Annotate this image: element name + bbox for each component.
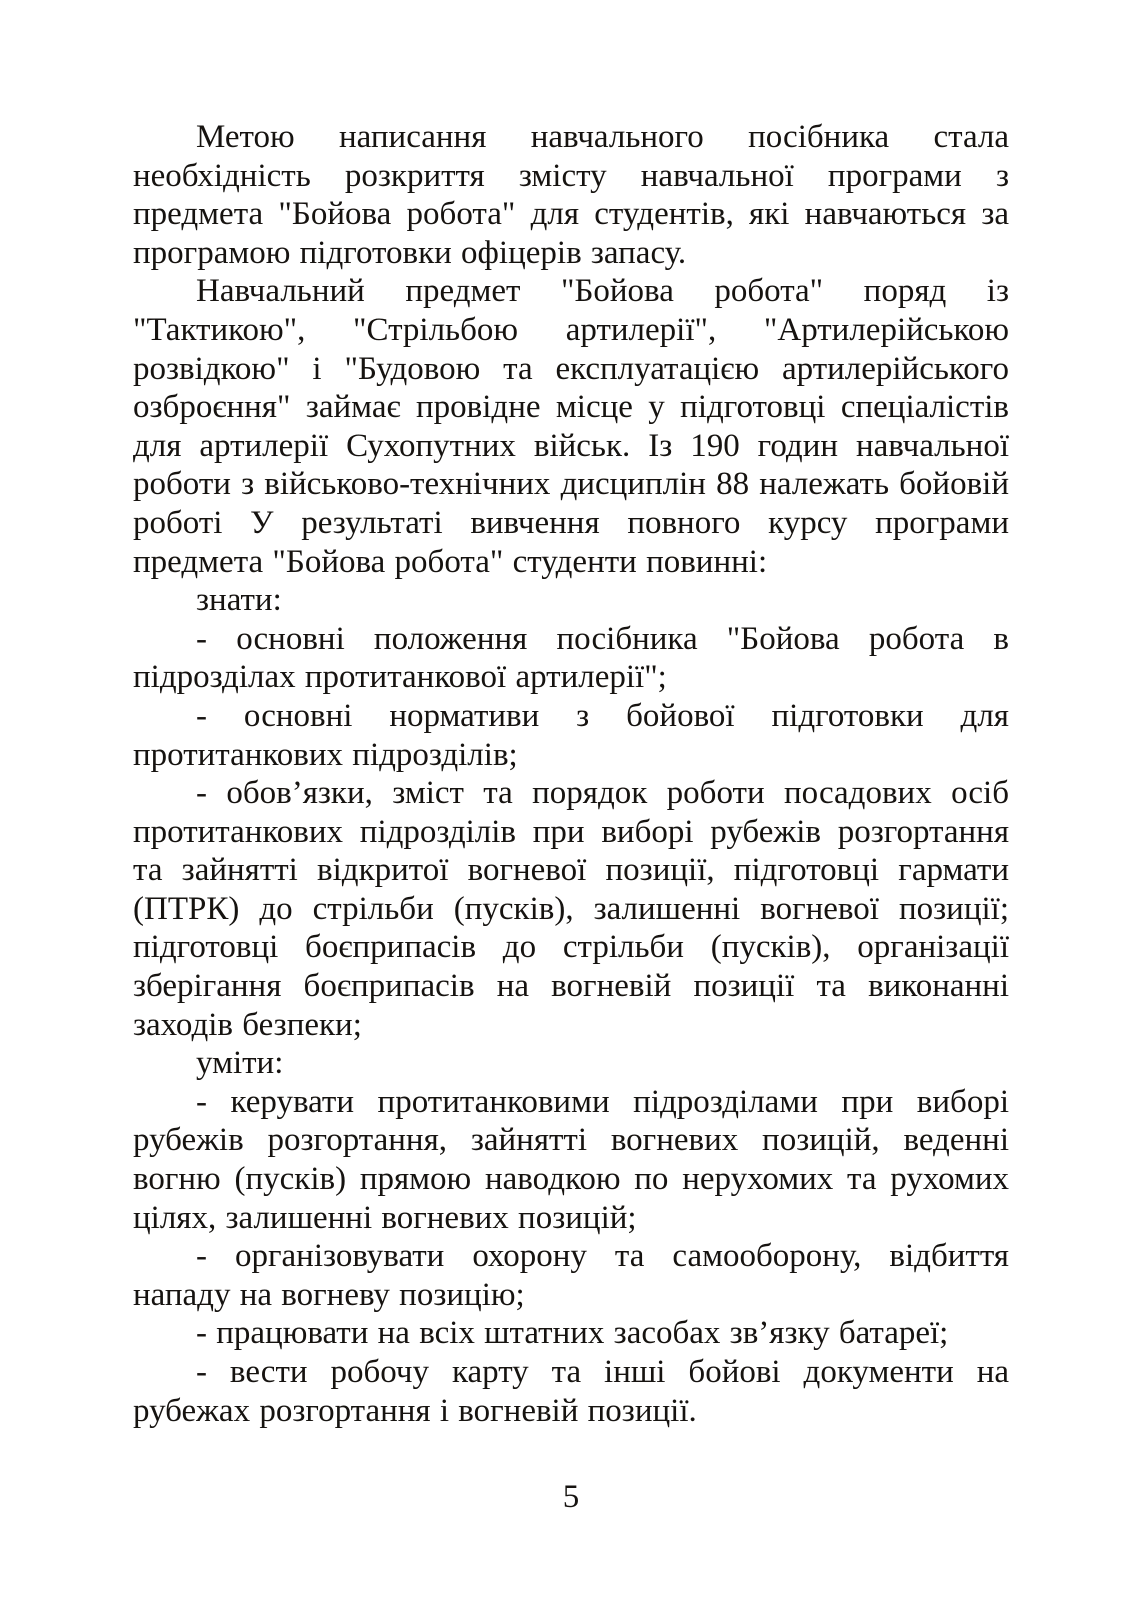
paragraph-able-heading: уміти: xyxy=(196,1045,284,1082)
list-item-able-1: - керувати протитанковими підрозділами при виборі рубежів розгортання, зайнятті вогневих позицій, веденні вогню (пусків) прямою наводкою по нерухомих та рухомих цілях, залишенні вогневих позицій; xyxy=(133,1083,1009,1236)
list-item-able-2: - організовувати охорону та самооборону, відбиття нападу на вогневу позицію; xyxy=(133,1238,1009,1313)
list-item-able-3: - працювати на всіх штатних засобах зв’язку батареї; xyxy=(196,1315,949,1352)
page-text-block xyxy=(133,118,1009,1430)
list-item-know-2: - основні нормативи з бойової підготовки для протитанкових підрозділів; xyxy=(133,697,1009,773)
list-item-know-1: - основні положення посібника "Бойова робота в підрозділах протитанкової артилерії"; xyxy=(133,620,1009,696)
list-item-know-3: - обов’язки, зміст та порядок роботи посадових осіб протитанкових підрозділів при виборі рубежів розгортання та зайнятті відкритої вогневої позиції, підготовці гармати (ПТРК) до стрільби (пусків), залишенні вогневої позиції; підготовці боєприпасів до стрільби (пусків), організації зберігання боєприпасів на вогневій позиції та виконанні заходів безпеки; xyxy=(133,775,1009,1043)
list-item-able-4: - вести робочу карту та інші бойові документи на рубежах розгортання і вогневій позиції. xyxy=(133,1354,1009,1429)
paragraph-know-heading: знати: xyxy=(196,582,282,619)
page-number: 5 xyxy=(562,1479,580,1515)
paragraph-subject-overview: Навчальний предмет "Бойова робота" поряд із "Тактикою", "Стрільбою артилерії", "Артилерійською розвідкою" і "Будовою та експлуатацією артилерійського озброєння" займає провідне місце у підготовці спеціалістів для артилерії Сухопутних військ. Із 190 годин навчальної роботи з військово-технічних дисциплін 88 належать бойовій роботі У результаті вивчення повного курсу програми предмета "Бойова робота" студенти повинні: xyxy=(133,273,1009,580)
paragraph-intro: Метою написання навчального посібника стала необхідність розкриття змісту навчальної програми з предмета "Бойова робота" для студентів, які навчаються за програмою підготовки офіцерів запасу. xyxy=(133,119,1009,271)
